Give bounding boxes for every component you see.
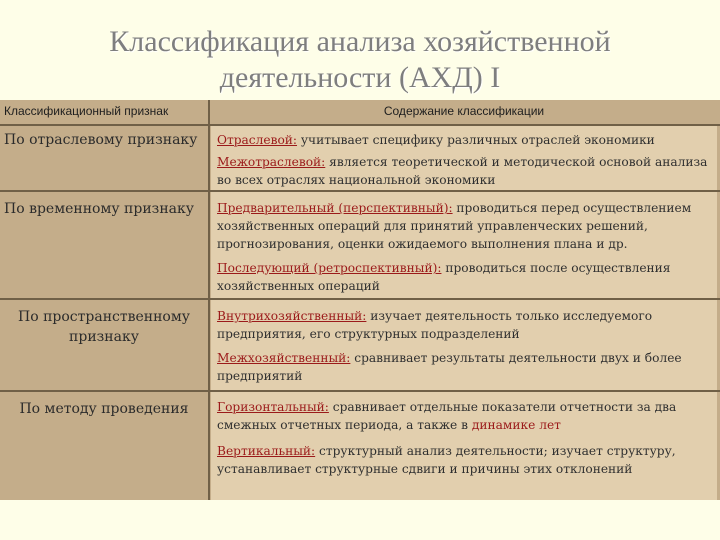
item-highlight: динамике лет [471, 418, 561, 432]
row-attribute [4, 307, 204, 347]
row-item [217, 199, 711, 253]
slide-title [0, 24, 720, 96]
row-item [217, 442, 711, 478]
item-text: проводиться перед осуществлением хозяйственных операций для принятий управленческих решений, прогнозирования, оценки ожидаемого выполнения плана и др. [217, 201, 692, 251]
row-item [217, 307, 711, 343]
item-text: учитывает специфику различных отраслей экономики [297, 133, 655, 147]
item-text: сравнивает результаты деятельности двух и более предприятий [217, 351, 682, 383]
row-item [217, 259, 711, 295]
item-text: проводиться после осуществления хозяйственных операций [217, 261, 671, 293]
item-term: Горизонтальный: [217, 400, 329, 414]
row-attribute-line-2: признаку [69, 329, 139, 345]
row-item [217, 153, 711, 189]
row-item [217, 131, 711, 149]
row-item [217, 398, 711, 434]
item-text: структурный анализ деятельности; изучает структуру, устанавливает структурные сдвиги и причины этих отклонений [217, 444, 676, 476]
item-text: изучает деятельность только исследуемого предприятия, его структурных подразделений [217, 309, 653, 341]
row-attribute: По методу проведения [19, 401, 189, 417]
table-row [0, 126, 720, 190]
item-term: Последующий (ретроспективный): [217, 261, 442, 275]
header-classification-attribute: Классификационный признак [4, 104, 169, 118]
table-row [0, 392, 720, 500]
table-row [0, 192, 720, 298]
row-item [217, 349, 711, 385]
item-term: Предварительный (перспективный): [217, 201, 453, 215]
item-term: Внутрихозяйственный: [217, 309, 367, 323]
column-divider [208, 100, 210, 500]
classification-table [0, 100, 720, 500]
row-attribute: По отраслевому признаку [4, 132, 198, 148]
row-attribute-line-1: По пространственному [17, 309, 190, 325]
item-term: Вертикальный: [217, 444, 316, 458]
slide-title-line-2: деятельности (АХД) I [219, 61, 501, 94]
table-row [0, 300, 720, 390]
item-term: Межотраслевой: [217, 155, 326, 169]
item-text: является теоретической и методической основой анализа во всех отраслях национальной экономики [217, 155, 708, 187]
header-classification-content: Содержание классификации [383, 104, 545, 118]
item-term: Отраслевой: [217, 133, 298, 147]
item-term: Межхозяйственный: [217, 351, 351, 365]
table-header-row [0, 100, 720, 124]
slide-title-line-1: Классификация анализа хозяйственной [109, 25, 611, 58]
item-text: сравнивает отдельные показатели отчетности за два смежных отчетных периода, а также в [217, 400, 677, 432]
row-attribute: По временному признаку [4, 201, 194, 217]
